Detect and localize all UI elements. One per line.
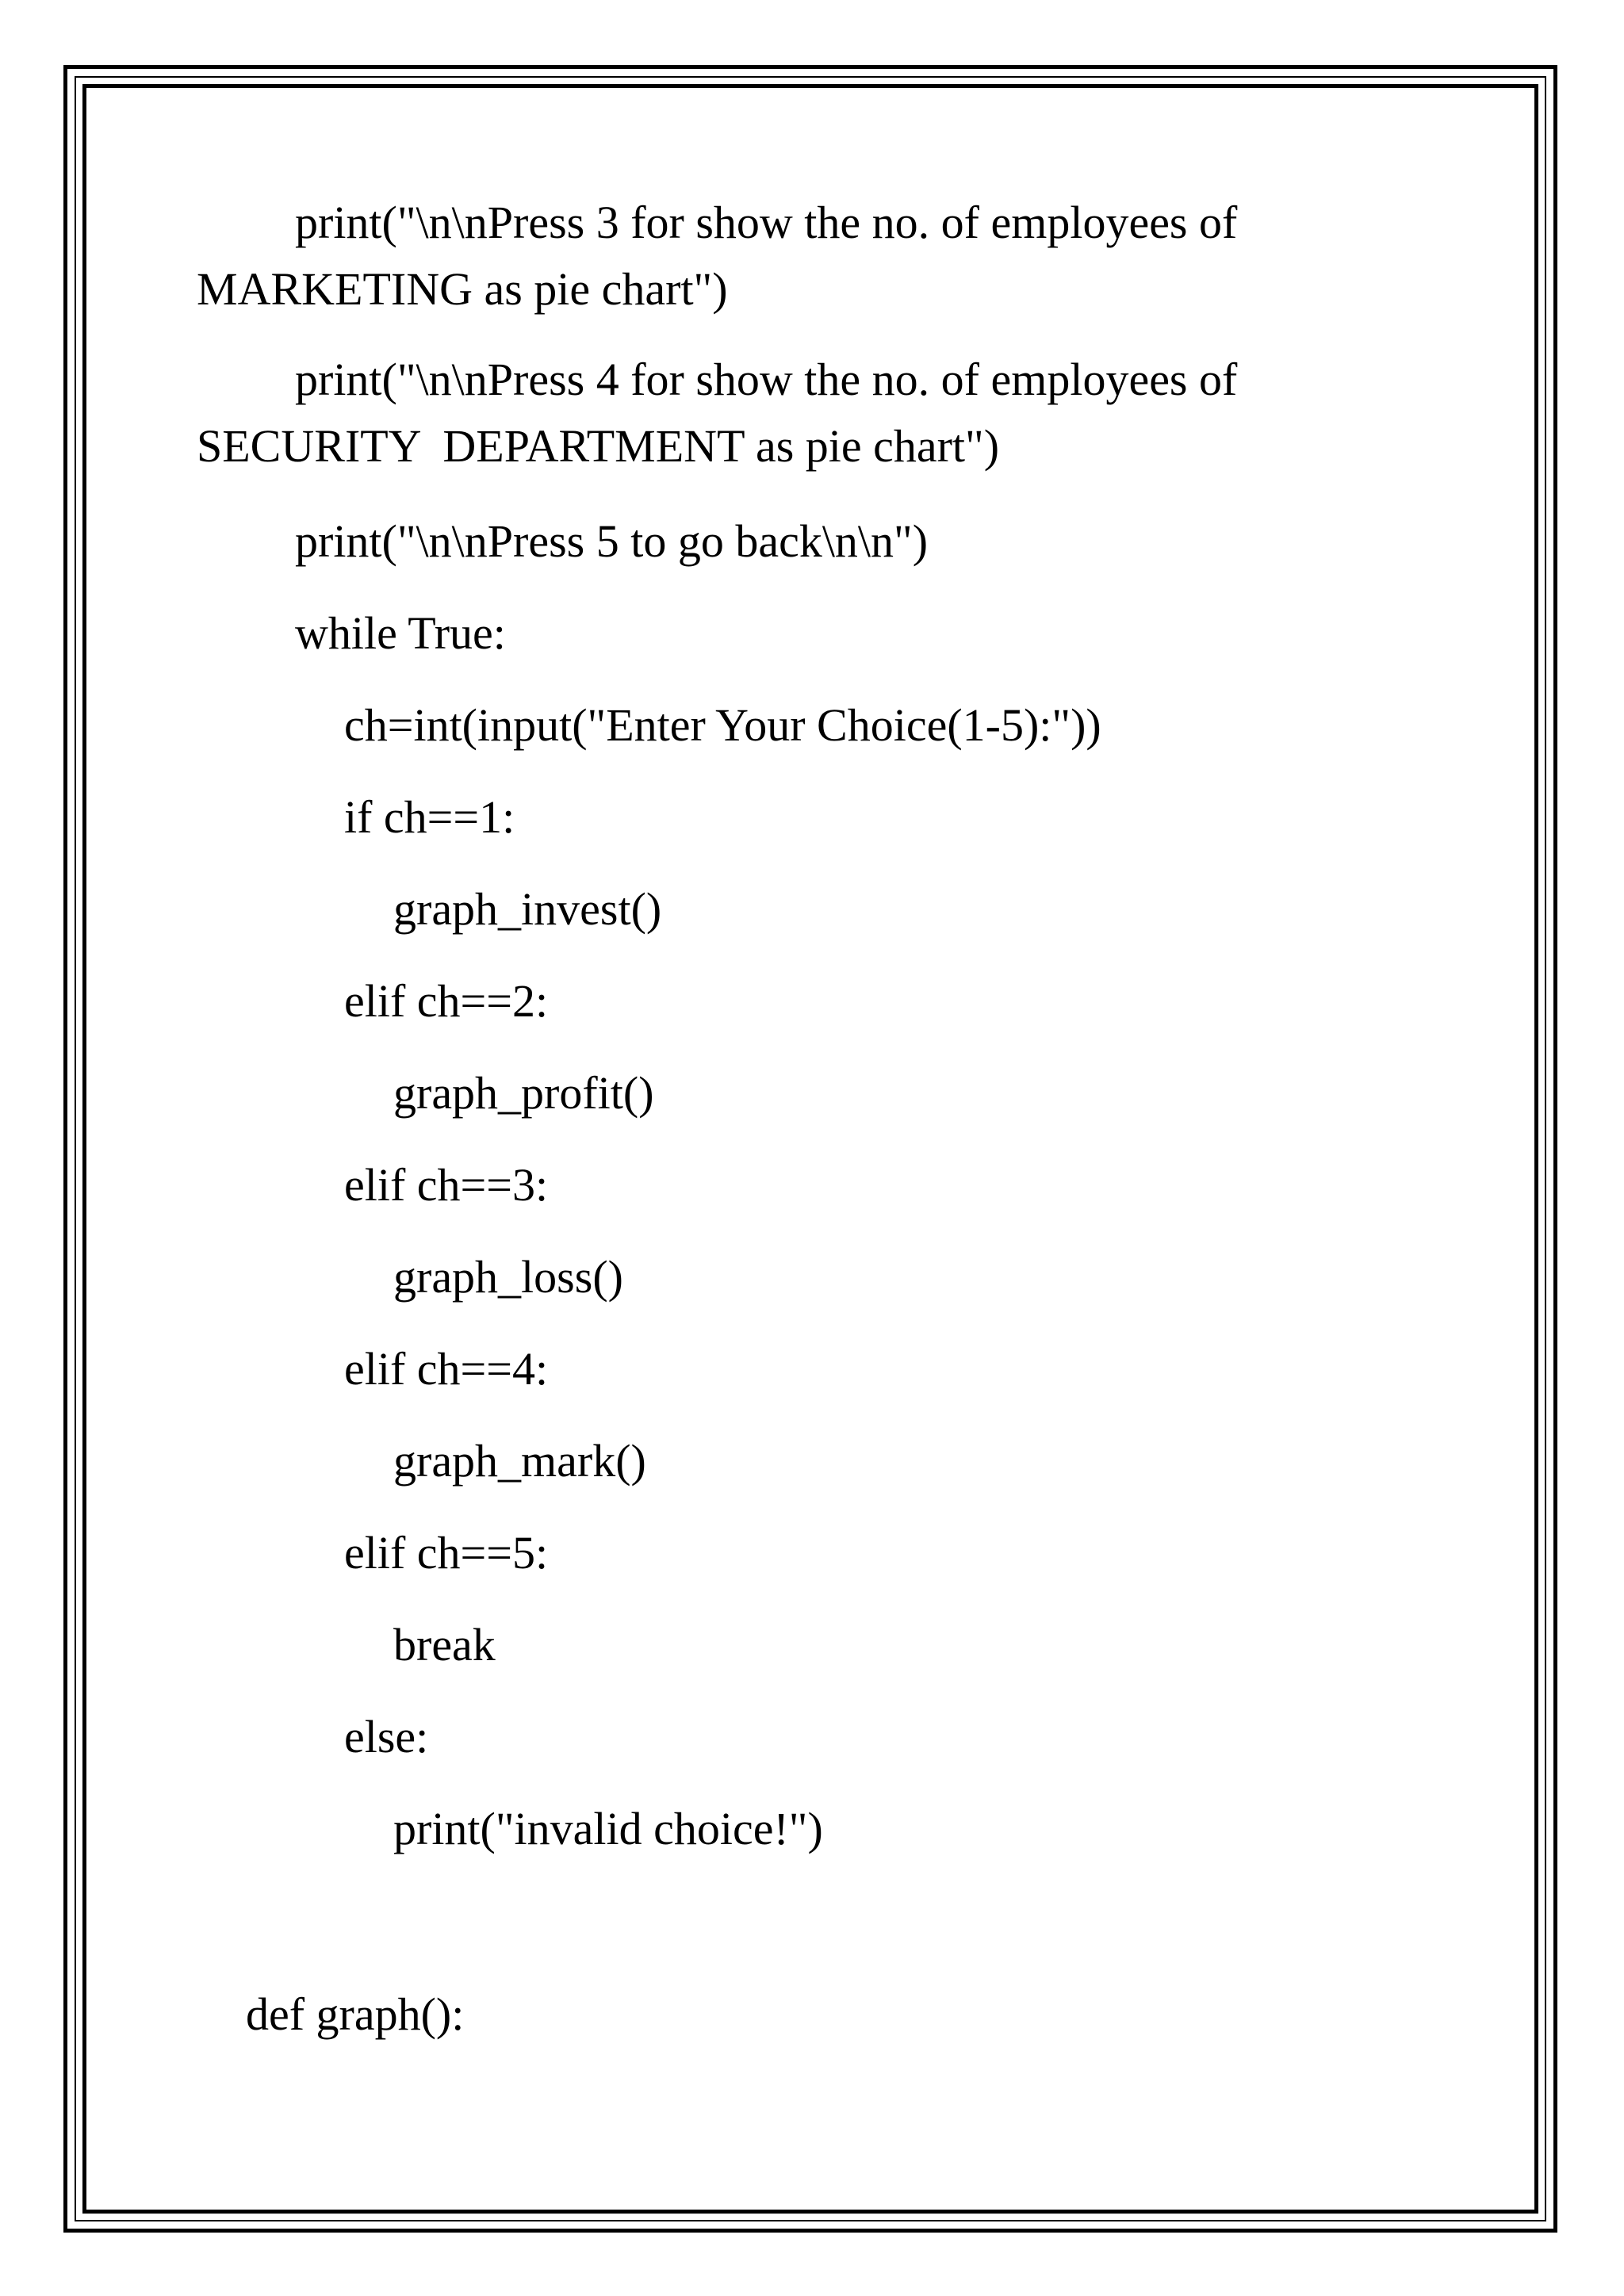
- code-line: print("\n\nPress 3 for show the no. of employees of: [295, 197, 1238, 248]
- code-line: break: [393, 1619, 496, 1670]
- code-line: print("\n\nPress 4 for show the no. of employees of: [295, 354, 1238, 405]
- code-line: SECURITY DEPARTMENT as pie chart"): [197, 420, 1000, 472]
- code-line: while True:: [295, 607, 506, 659]
- code-line: if ch==1:: [344, 791, 515, 843]
- code-line: else:: [344, 1711, 429, 1762]
- code-line: MARKETING as pie chart"): [197, 263, 728, 315]
- code-line: graph_invest(): [393, 883, 662, 935]
- code-line: graph_loss(): [393, 1251, 623, 1303]
- code-line: graph_profit(): [393, 1067, 654, 1119]
- code-line: print("invalid choice!"): [393, 1803, 823, 1854]
- code-line: print("\n\nPress 5 to go back\n\n"): [295, 515, 929, 567]
- code-line: def graph():: [246, 1988, 465, 2040]
- code-line: graph_mark(): [393, 1435, 646, 1487]
- code-line: elif ch==3:: [344, 1159, 549, 1211]
- code-line: elif ch==4:: [344, 1343, 549, 1395]
- code-line: elif ch==5:: [344, 1527, 549, 1578]
- code-line: ch=int(input("Enter Your Choice(1-5):")): [344, 699, 1101, 751]
- code-line: elif ch==2:: [344, 975, 549, 1027]
